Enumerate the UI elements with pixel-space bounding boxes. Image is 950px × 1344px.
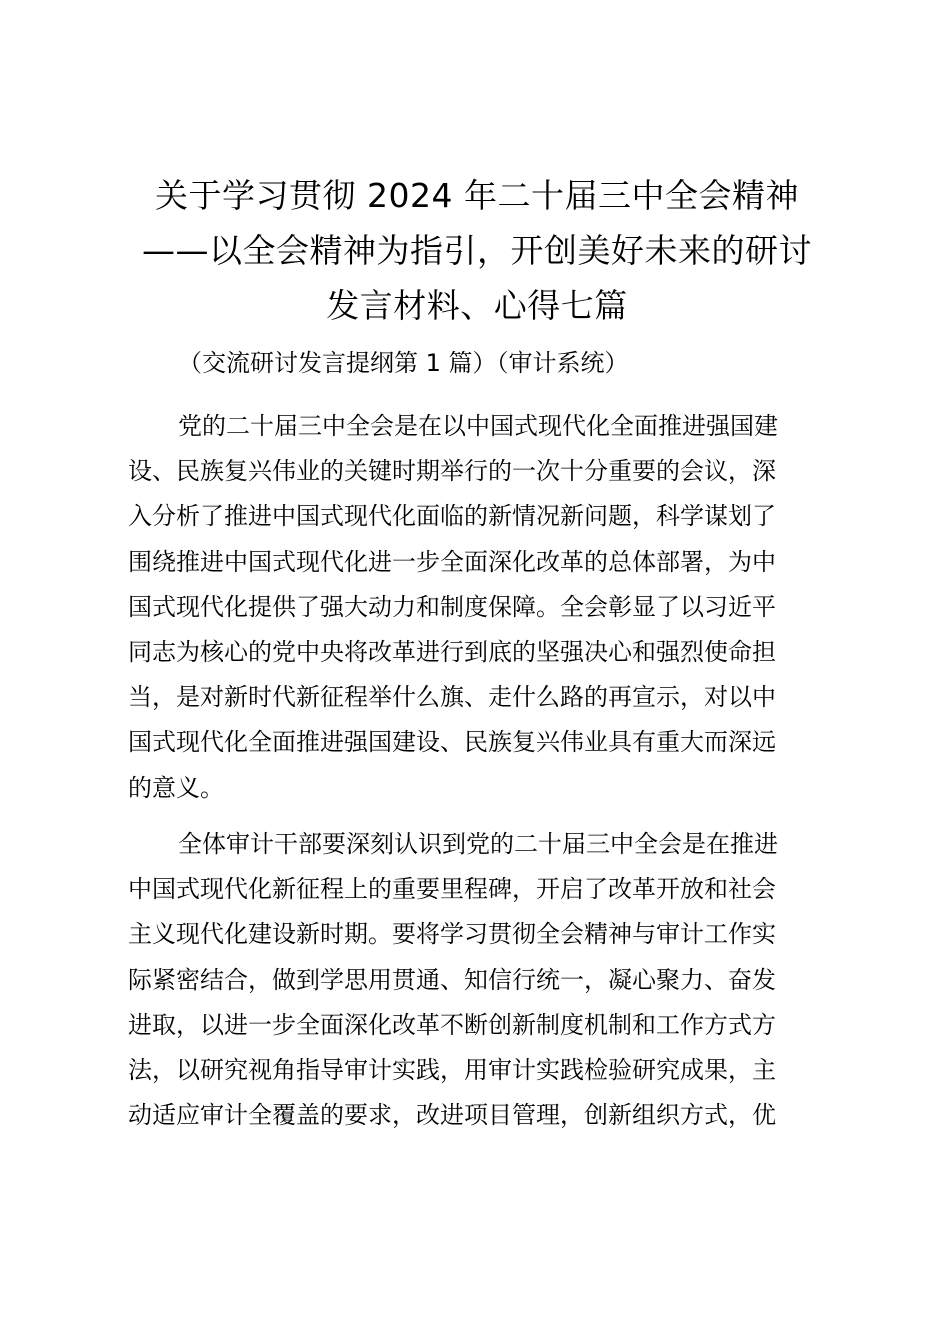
paragraph-line: 党的二十届三中全会是在以中国式现代化全面推进强国建: [178, 412, 778, 440]
paragraph-line: 同志为核心的党中央将改革进行到底的坚强决心和强烈使命担: [128, 637, 776, 666]
paragraph-2-text: [128, 822, 834, 1138]
paragraph-line: 主义现代化建设新时期。要将学习贯彻全会精神与审计工作实: [128, 920, 776, 949]
document-subtitle: （交流研讨发言提纲第 1 篇）（审计系统）: [178, 349, 629, 377]
paragraph-line: 国式现代化提供了强大动力和制度保障。全会彰显了以习近平: [128, 592, 776, 621]
paragraph-line: 入分析了推进中国式现代化面临的新情况新问题，科学谋划了: [128, 502, 776, 531]
paragraph-2: [128, 822, 834, 1138]
title-line-1: 关于学习贯彻 2024 年二十届三中全会精神: [155, 176, 799, 215]
paragraph-line: 进取，以进一步全面深化改革不断创新制度机制和工作方式方: [128, 1010, 776, 1039]
paragraph-line: 际紧密结合，做到学思用贯通、知信行统一，凝心聚力、奋发: [128, 965, 776, 994]
paragraph-line: 国式现代化全面推进强国建设、民族复兴伟业具有重大而深远: [128, 728, 776, 757]
title-line-2: ——以全会精神为指引，开创美好未来的研讨: [142, 231, 812, 270]
paragraph-line: 围绕推进中国式现代化进一步全面深化改革的总体部署，为中: [128, 547, 776, 576]
paragraph-line: 动适应审计全覆盖的要求，改进项目管理，创新组织方式，优: [128, 1101, 776, 1130]
paragraph-1-text: [128, 404, 834, 811]
title-line-3: 发言材料、心得七篇: [326, 286, 628, 325]
paragraph-line: 设、民族复兴伟业的关键时期举行的一次十分重要的会议，深: [128, 457, 776, 486]
paragraph-line: 法，以研究视角指导审计实践，用审计实践检验研究成果，主: [128, 1055, 776, 1084]
paragraph-line: 的意义。: [128, 773, 224, 802]
paragraph-line: 当，是对新时代新征程举什么旗、走什么路的再宣示，对以中: [128, 683, 776, 712]
paragraph-line: 全体审计干部要深刻认识到党的二十届三中全会是在推进: [178, 830, 778, 858]
paragraph-line: 中国式现代化新征程上的重要里程碑，开启了改革开放和社会: [128, 875, 776, 904]
document-title: [120, 168, 834, 333]
paragraph-1: [128, 404, 834, 811]
